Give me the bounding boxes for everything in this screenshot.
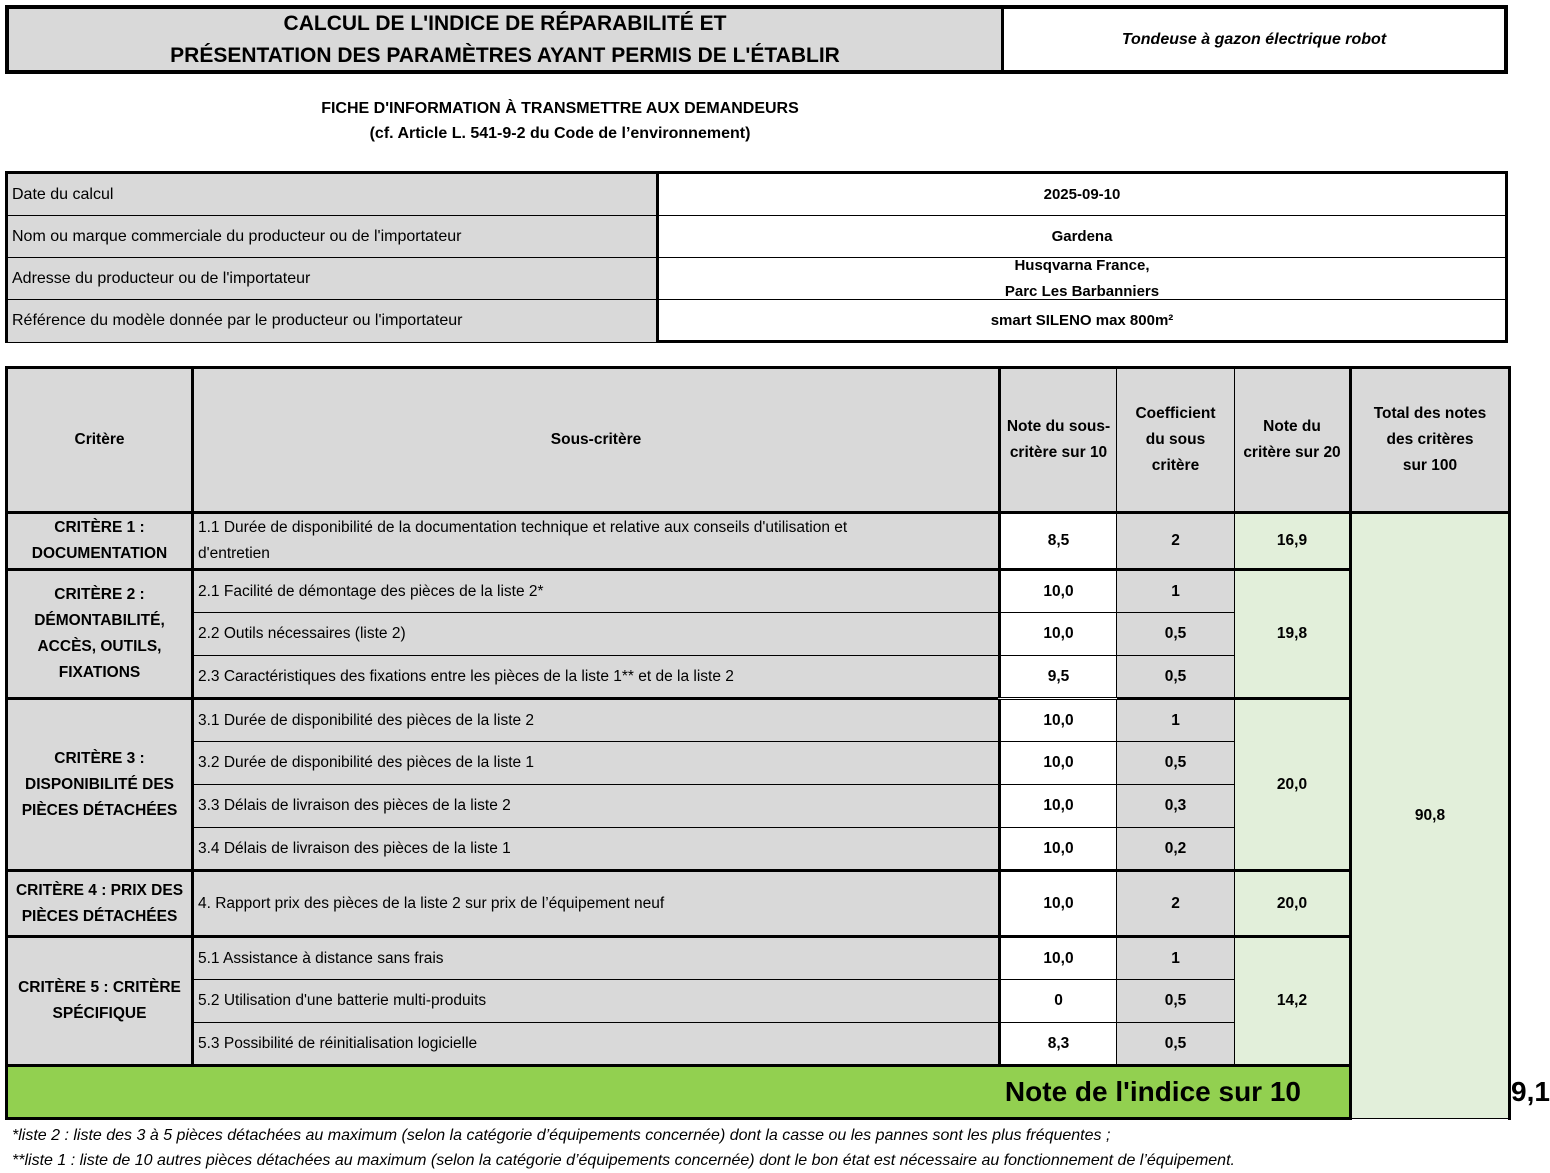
- note-2-2: 10,0: [1000, 613, 1117, 656]
- product-category: Tondeuse à gazon électrique robot: [1121, 30, 1387, 48]
- total-100: 90,8: [1351, 513, 1510, 1119]
- coef-5-2: 0,5: [1117, 980, 1235, 1023]
- note-3-3: 10,0: [1000, 785, 1117, 828]
- criterion-5-name: CRITÈRE 5 : CRITÈRE SPÉCIFIQUE: [7, 937, 193, 1066]
- info-row-reference: [8, 300, 1505, 342]
- footnotes: [12, 1123, 1235, 1173]
- subcriterion-5-3: 5.3 Possibilité de réinitialisation logicielle: [193, 1023, 1000, 1066]
- subcriterion-2-2: 2.2 Outils nécessaires (liste 2): [193, 613, 1000, 656]
- table-row: [7, 570, 1510, 613]
- repairability-table: [5, 366, 1550, 1120]
- note-3-4: 10,0: [1000, 828, 1117, 871]
- brand-value: Gardena: [1051, 227, 1113, 245]
- subcriterion-4: 4. Rapport prix des pièces de la liste 2 sur prix de l’équipement neuf: [193, 871, 1000, 937]
- document-header: [5, 5, 1508, 74]
- header-sous-critere: Sous-critère: [193, 368, 1000, 513]
- subcriterion-3-4: 3.4 Délais de livraison des pièces de la liste 1: [193, 828, 1000, 871]
- note-3-2: 10,0: [1000, 742, 1117, 785]
- address-label: Adresse du producteur ou de l'importateur: [8, 258, 659, 299]
- note-5-2: 0: [1000, 980, 1117, 1023]
- coef-2-3: 0,5: [1117, 656, 1235, 699]
- subcriterion-2-1: 2.1 Facilité de démontage des pièces de la liste 2*: [193, 570, 1000, 613]
- criterion-3-note20: 20,0: [1235, 699, 1351, 871]
- criterion-1-note20: 16,9: [1235, 513, 1351, 570]
- coef-2-1: 1: [1117, 570, 1235, 613]
- subtitle-line-1: FICHE D'INFORMATION À TRANSMETTRE AUX DEMANDEURS: [321, 100, 799, 117]
- criterion-1-name: CRITÈRE 1 : DOCUMENTATION: [7, 513, 193, 570]
- note-1-1: 8,5: [1000, 513, 1117, 570]
- header-note-sous-critere: Note du sous- critère sur 10: [1000, 368, 1117, 513]
- footnote-liste-1: **liste 1 : liste de 10 autres pièces détachées au maximum (selon la catégorie d’équipements concernée) dont le bon état est nécessaire au fonctionnement de l’équipement.: [12, 1152, 1235, 1169]
- note-2-3: 9,5: [1000, 656, 1117, 699]
- subtitle-line-2: (cf. Article L. 541-9-2 du Code de l’environnement): [369, 125, 751, 142]
- header-coefficient: Coefficient du sous critère: [1117, 368, 1235, 513]
- criterion-3-name: CRITÈRE 3 : DISPONIBILITÉ DES PIÈCES DÉTACHÉES: [7, 699, 193, 871]
- criterion-4-name: CRITÈRE 4 : PRIX DES PIÈCES DÉTACHÉES: [7, 871, 193, 937]
- subcriterion-2-3: 2.3 Caractéristiques des fixations entre les pièces de la liste 1** et de la liste 2: [193, 656, 1000, 699]
- info-row-brand: [8, 216, 1505, 258]
- address-value: [659, 258, 1505, 299]
- subcriterion-3-1: 3.1 Durée de disponibilité des pièces de la liste 2: [193, 699, 1000, 742]
- document-title: [9, 9, 1004, 70]
- table-row: [7, 513, 1510, 570]
- note-5-3: 8,3: [1000, 1023, 1117, 1066]
- header-critere: Critère: [7, 368, 193, 513]
- title-line-2: PRÉSENTATION DES PARAMÈTRES AYANT PERMIS DE L'ÉTABLIR: [170, 43, 840, 67]
- note-5-1: 10,0: [1000, 937, 1117, 980]
- coef-5-3: 0,5: [1117, 1023, 1235, 1066]
- date-label: Date du calcul: [8, 174, 659, 215]
- address-line-2: Parc Les Barbanniers: [1004, 282, 1160, 300]
- coef-3-2: 0,5: [1117, 742, 1235, 785]
- coef-3-4: 0,2: [1117, 828, 1235, 871]
- note-3-1: 10,0: [1000, 699, 1117, 742]
- coef-3-3: 0,3: [1117, 785, 1235, 828]
- coef-1-1: 2: [1117, 513, 1235, 570]
- note-4: 10,0: [1000, 871, 1117, 937]
- subcriterion-3-3: 3.3 Délais de livraison des pièces de la liste 2: [193, 785, 1000, 828]
- brand-label: Nom ou marque commerciale du producteur ou de l'importateur: [8, 216, 659, 257]
- criterion-4-note20: 20,0: [1235, 871, 1351, 937]
- address-line-1: Husqvarna France,: [1014, 256, 1150, 274]
- info-row-date: [8, 174, 1505, 216]
- title-line-1: CALCUL DE L'INDICE DE RÉPARABILITÉ ET: [283, 11, 727, 35]
- table-row: [7, 699, 1510, 742]
- final-score-row: Note de l'indice sur 10 9,1: [7, 1066, 1510, 1119]
- criterion-2-note20: 19,8: [1235, 570, 1351, 699]
- reference-label: Référence du modèle donnée par le producteur ou l'importateur: [8, 300, 659, 342]
- info-row-address: [8, 258, 1505, 300]
- note-2-1: 10,0: [1000, 570, 1117, 613]
- subcriterion-3-2: 3.2 Durée de disponibilité des pièces de la liste 1: [193, 742, 1000, 785]
- criterion-5-note20: 14,2: [1235, 937, 1351, 1066]
- subcriterion-1-1: 1.1 Durée de disponibilité de la documentation technique et relative aux conseils d'utilisation et d'entretien: [193, 513, 1000, 570]
- header-note-critere: Note du critère sur 20: [1235, 368, 1351, 513]
- subcriterion-5-2: 5.2 Utilisation d'une batterie multi-produits: [193, 980, 1000, 1023]
- date-value: 2025-09-10: [1043, 185, 1121, 203]
- final-score-label: Note de l'indice sur 10: [7, 1066, 1351, 1119]
- table-header-row: [7, 368, 1510, 513]
- coef-5-1: 1: [1117, 937, 1235, 980]
- coef-3-1: 1: [1117, 699, 1235, 742]
- coef-4: 2: [1117, 871, 1235, 937]
- header-total: Total des notes des critères sur 100: [1351, 368, 1510, 513]
- reference-value: smart SILENO max 800m²: [990, 312, 1174, 329]
- subcriterion-5-1: 5.1 Assistance à distance sans frais: [193, 937, 1000, 980]
- footnote-liste-2: *liste 2 : liste des 3 à 5 pièces détachées au maximum (selon la catégorie d’équipements concernée) dont la casse ou les pannes sont les plus fréquentes ;: [12, 1127, 1111, 1144]
- table-row: [7, 871, 1510, 937]
- producer-info-table: [5, 171, 1508, 343]
- table-row: [7, 937, 1510, 980]
- coef-2-2: 0,5: [1117, 613, 1235, 656]
- criterion-2-name: CRITÈRE 2 : DÉMONTABILITÉ, ACCÈS, OUTILS, FIXATIONS: [7, 570, 193, 699]
- subtitle: [5, 96, 1115, 146]
